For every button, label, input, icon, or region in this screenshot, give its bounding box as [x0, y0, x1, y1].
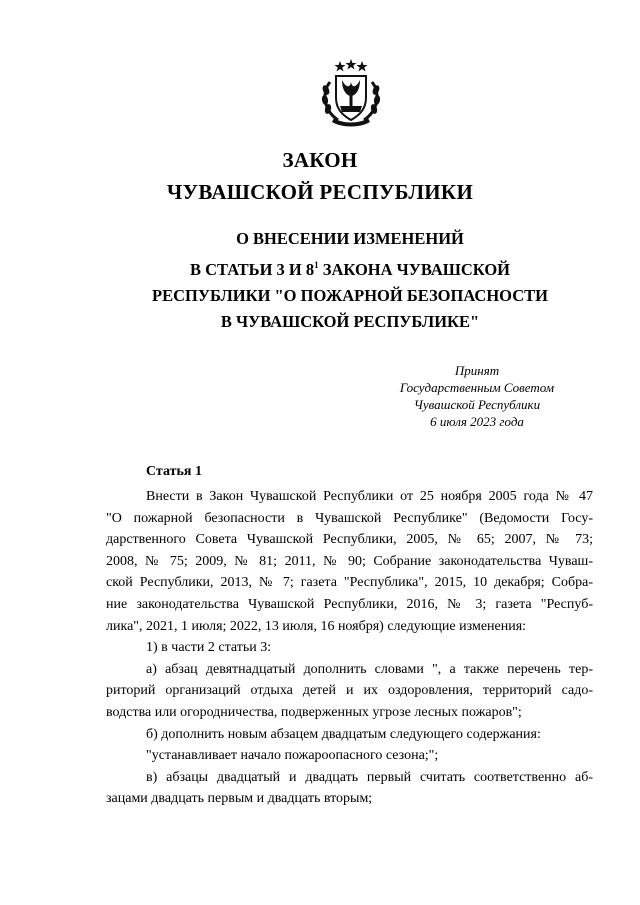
article-heading: Статья 1 — [146, 464, 202, 479]
body-line: а) абзац девятнадцатый дополнить словами ", а также перечень тер- — [146, 661, 593, 677]
body-line: "О пожарной безопасности в Чувашской Республике" (Ведомости Госу- — [106, 510, 593, 526]
body-line: лика", 2021, 1 июля; 2022, 13 июля, 16 ноября) следующие изменения: — [106, 618, 527, 634]
subject-line: РЕСПУБЛИКИ "О ПОЖАРНОЙ БЕЗОПАСНОСТИ — [152, 286, 548, 305]
subject-line-text: ЗАКОНА ЧУВАШСКОЙ — [318, 260, 511, 279]
body-line: Внести в Закон Чувашской Республики от 25 ноября 2005 года № 47 — [146, 489, 593, 504]
body-line: б) дополнить новым абзацем двадцатым следующего содержания: — [146, 726, 541, 742]
law-subject-title — [100, 226, 600, 335]
body-line: в) абзацы двадцатый и двадцать первый считать соответственно аб- — [146, 769, 593, 785]
republic-title: ЧУВАШСКОЙ РЕСПУБЛИКИ — [166, 180, 474, 204]
subject-line: В ЧУВАШСКОЙ РЕСПУБЛИКЕ" — [220, 312, 480, 331]
adoption-date: 6 июля 2023 года — [430, 414, 524, 429]
superscript: 1 — [314, 260, 319, 270]
body-line: риторий организаций отдыха детей и их оздоровления, территорий садо- — [106, 683, 593, 699]
subject-line-text: В СТАТЬИ 3 И 8 — [189, 260, 315, 279]
body-line: зацами двадцать первым и двадцать вторым; — [106, 791, 373, 807]
body-line: 1) в части 2 статьи 3: — [146, 640, 272, 656]
body-line: "устанавливает начало пожароопасного сезона;"; — [146, 748, 439, 764]
body-line: водства или огородничества, подверженных угрозе лесных пожаров"; — [106, 704, 522, 720]
body-line: ние законодательства Чувашской Республики, 2016, № 3; газета "Респуб- — [106, 596, 593, 612]
adoption-line: Принят — [454, 363, 500, 378]
body-line: 2008, № 75; 2009, № 81; 2011, № 90; Собрание законодательства Чуваш- — [106, 553, 593, 569]
subject-line — [100, 252, 600, 283]
body-line: дарственного Совета Чувашской Республики, 2005, № 65; 2007, № 73; — [106, 532, 593, 548]
subject-line: О ВНЕСЕНИИ ИЗМЕНЕНИЙ — [236, 229, 464, 248]
body-line: ской Республики, 2013, № 7; газета "Республика", 2015, 10 декабря; Собра- — [106, 575, 593, 591]
adoption-line: Чувашской Республики — [413, 397, 541, 412]
adoption-line: Государственным Советом — [399, 380, 555, 395]
document-type-title: ЗАКОН — [282, 148, 358, 172]
adoption-note — [392, 362, 562, 430]
chuvash-coat-of-arms-icon — [318, 58, 384, 128]
article-body — [106, 486, 593, 810]
